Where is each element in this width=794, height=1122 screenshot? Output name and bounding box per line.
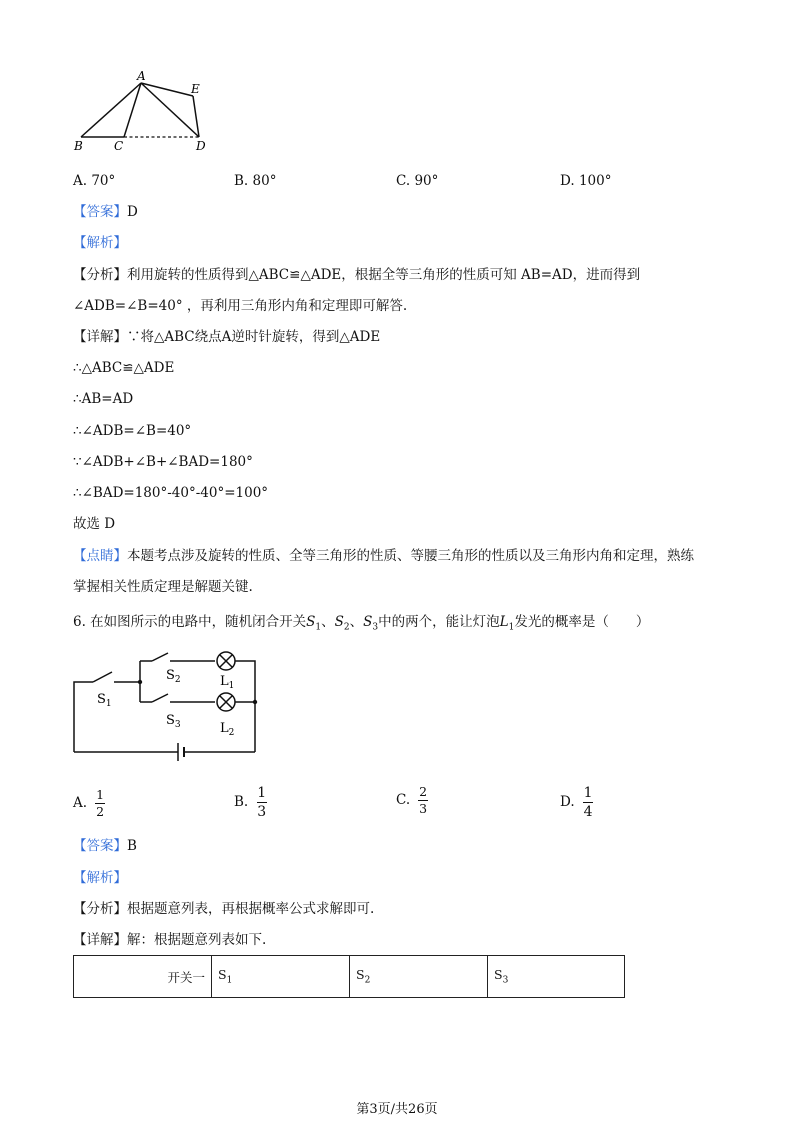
q5-fenxi-line2: ∠ADB=∠B=40° ，再利用三角形内角和定理即可解答. bbox=[73, 298, 408, 314]
triangle-figure bbox=[70, 68, 220, 158]
q6-fenxi-line: 【分析】根据题意列表，再根据概率公式求解即可. bbox=[73, 901, 375, 917]
switch-s2-blade bbox=[152, 653, 168, 661]
q6-option-c: C. $\frac{2}{3}$ bbox=[396, 784, 428, 816]
label-l1: $L_1$ bbox=[220, 674, 235, 691]
q5-option-c: C. 90° bbox=[396, 173, 439, 189]
label-s1: $S_1$ bbox=[97, 692, 112, 709]
q6-stem: 6. 在如图所示的电路中，随机闭合开关$S_1$、$S_2$、$S_3$中的两个，能让灯泡$L_1$发光的概率是（ ） bbox=[73, 614, 650, 633]
junction-left bbox=[138, 680, 142, 684]
q5-step-1: ∴△ABC≌△ADE bbox=[73, 360, 175, 376]
q6-option-b: B. $\frac{1}{3}$ bbox=[234, 785, 267, 820]
q6-xiangjie-line: 【详解】解：根据题意列表如下. bbox=[73, 932, 267, 948]
switch-s1-blade bbox=[93, 672, 112, 682]
q5-xiangjie-line1: 【详解】∵将△ABC绕点A逆时针旋转，得到△ADE bbox=[73, 329, 381, 345]
segment-ed bbox=[193, 96, 199, 137]
label-b: B bbox=[74, 139, 83, 153]
circuit-diagram bbox=[60, 640, 270, 765]
q6-option-d: D. $\frac{1}{4}$ bbox=[560, 785, 593, 820]
q6-option-a: A. $\frac{1}{2}$ bbox=[73, 787, 105, 819]
label-c: C bbox=[114, 139, 124, 153]
q5-option-a: A. 70° bbox=[73, 173, 116, 189]
table-cell-s2: $S_2$ bbox=[350, 956, 488, 998]
label-l2: $L_2$ bbox=[220, 721, 235, 738]
q5-step-6: 故选 D bbox=[73, 516, 116, 532]
q5-option-d: D. 100° bbox=[560, 173, 612, 189]
junction-right bbox=[253, 700, 257, 704]
q5-step-4: ∵∠ADB+∠B+∠BAD=180° bbox=[73, 454, 253, 470]
wire-right bbox=[235, 661, 255, 752]
q5-analysis-label: 【解析】 bbox=[73, 235, 127, 251]
table-header-cell: 开关一 bbox=[74, 956, 212, 998]
table-cell-s3: $S_3$ bbox=[488, 956, 625, 998]
q5-option-b: B. 80° bbox=[234, 173, 277, 189]
q5-answer-line: 【答案】D bbox=[73, 204, 138, 220]
switch-table bbox=[73, 955, 625, 998]
label-s2: $S_2$ bbox=[166, 668, 181, 685]
label-a: A bbox=[137, 69, 146, 83]
switch-s3-blade bbox=[152, 694, 168, 702]
q5-fenxi-line1: 【分析】利用旋转的性质得到△ABC≌△ADE，根据全等三角形的性质可知 AB=AD，进而得到 bbox=[73, 267, 641, 283]
page-footer: 第3页/共26页 bbox=[356, 1102, 438, 1117]
label-d: D bbox=[196, 139, 206, 153]
q5-dianjing-line2: 掌握相关性质定理是解题关键. bbox=[73, 579, 253, 595]
q5-dianjing-line1: 【点睛】本题考点涉及旋转的性质、全等三角形的性质、等腰三角形的性质以及三角形内角和定理，熟练 bbox=[73, 548, 694, 564]
table-row bbox=[74, 956, 625, 998]
label-s3: $S_3$ bbox=[166, 713, 181, 730]
label-e: E bbox=[191, 82, 200, 96]
q5-step-3: ∴∠ADB=∠B=40° bbox=[73, 423, 192, 439]
q5-step-5: ∴∠BAD=180°-40°-40°=100° bbox=[73, 485, 269, 501]
q6-analysis-label: 【解析】 bbox=[73, 870, 127, 886]
q6-answer-line: 【答案】B bbox=[73, 838, 137, 854]
wire-left bbox=[74, 682, 93, 752]
table-cell-s1: $S_1$ bbox=[212, 956, 350, 998]
q5-step-2: ∴AB=AD bbox=[73, 391, 134, 407]
